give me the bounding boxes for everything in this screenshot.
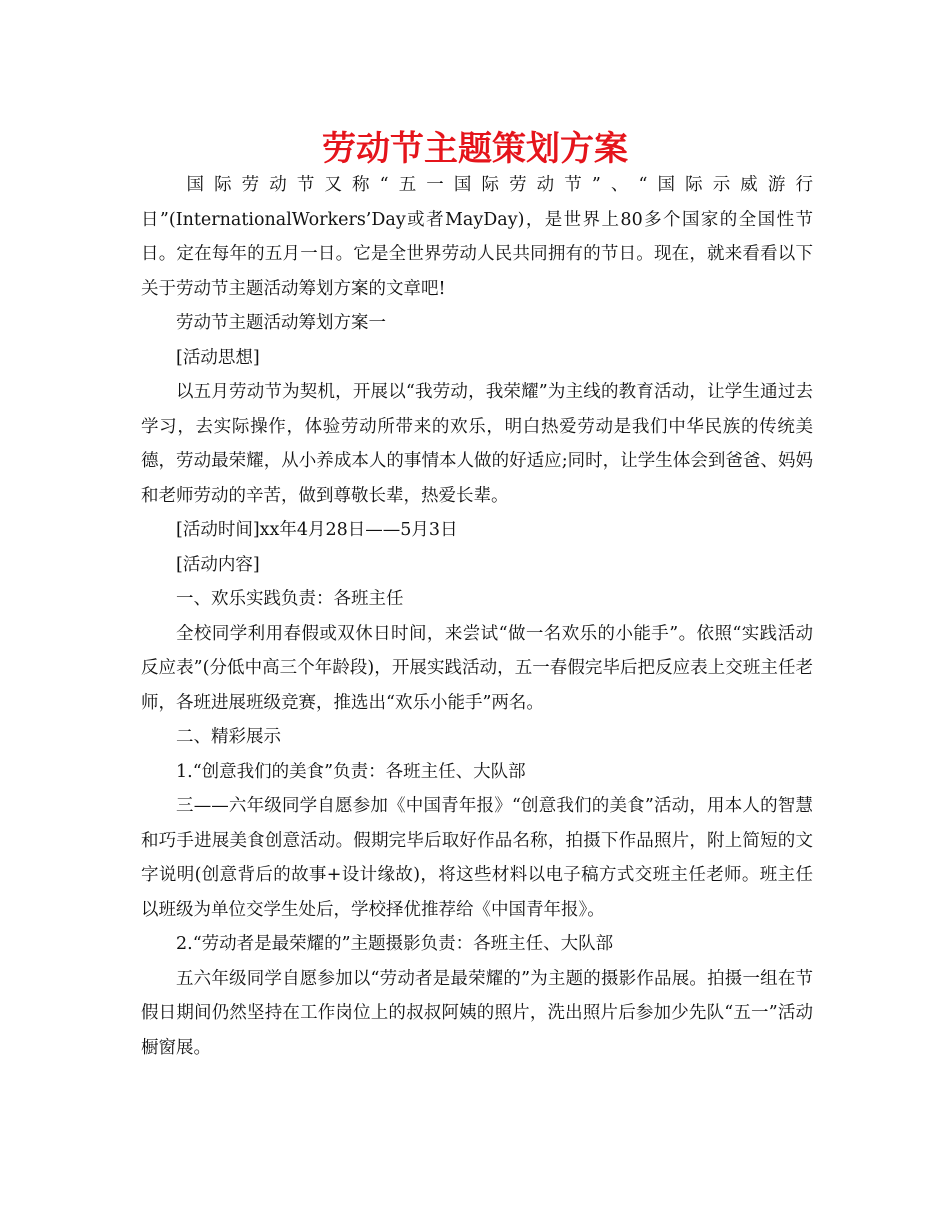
item-creative-food: 1.“创意我们的美食”负责：各班主任、大队部 bbox=[176, 761, 526, 782]
intro-paragraph bbox=[141, 168, 813, 306]
creative-food-paragraph: 三——六年级同学自愿参加《中国青年报》“创意我们的美食”活动，用本人的智慧和巧手进展美食创意活动。假期完毕后取好作品名称，拍摄下作品照片，附上简短的文字说明(创意背后的故事+设计缘故)，将这些材料以电子稿方式交班主任老师。班主任以班级为单位交学生处后，学校择优推荐给《中国青年报》。 bbox=[141, 796, 813, 920]
document-title: 劳动节主题策划方案 bbox=[322, 129, 628, 169]
photography-paragraph: 五六年级同学自愿参加以“劳动者是最荣耀的”为主题的摄影作品展。拍摄一组在节假日期间仍然坚持在工作岗位上的叔叔阿姨的照片，洗出照片后参加少先队“五一”活动橱窗展。 bbox=[141, 968, 813, 1058]
section-heading-activity-idea: [活动思想] bbox=[176, 347, 260, 368]
document-body bbox=[141, 168, 813, 1065]
intro-line-2: 日”(InternationalWorkers’Day或者MayDay)，是世界上80多个国家的全国性节日。定在每年的五月一日。它是全世界劳动人民共同拥有的节日。现在，就来看看以下关于劳动节主题活动筹划方案的文章吧! bbox=[141, 209, 813, 299]
item-photography: 2.“劳动者是最荣耀的”主题摄影负责：各班主任、大队部 bbox=[176, 934, 614, 954]
happy-practice-paragraph: 全校同学利用春假或双休日时间，来尝试“做一名欢乐的小能手”。依照“实践活动反应表”(分低中高三个年龄段)，开展实践活动，五一春假完毕后把反应表上交班主任老师，各班进展班级竞赛，推选出“欢乐小能手”两名。 bbox=[141, 623, 813, 713]
section-heading-activity-content: [活动内容] bbox=[176, 554, 260, 575]
intro-line-1: 国际劳动节又称“五一国际劳动节”、“国际示威游行 bbox=[186, 175, 813, 195]
activity-time-line: [活动时间]xx年4月28日——5月3日 bbox=[176, 520, 458, 540]
subsection-happy-practice: 一、欢乐实践负责：各班主任 bbox=[176, 589, 404, 609]
section-heading-plan-one: 劳动节主题活动筹划方案一 bbox=[176, 313, 386, 333]
activity-idea-paragraph: 以五月劳动节为契机，开展以“我劳动，我荣耀”为主线的教育活动，让学生通过去学习，去实际操作，体验劳动所带来的欢乐，明白热爱劳动是我们中华民族的传统美德，劳动最荣耀，从小养成本人的事情本人做的好适应;同时，让学生体会到爸爸、妈妈和老师劳动的辛苦，做到尊敬长辈，热爱长辈。 bbox=[141, 382, 813, 506]
subsection-showcase: 二、精彩展示 bbox=[176, 727, 281, 747]
